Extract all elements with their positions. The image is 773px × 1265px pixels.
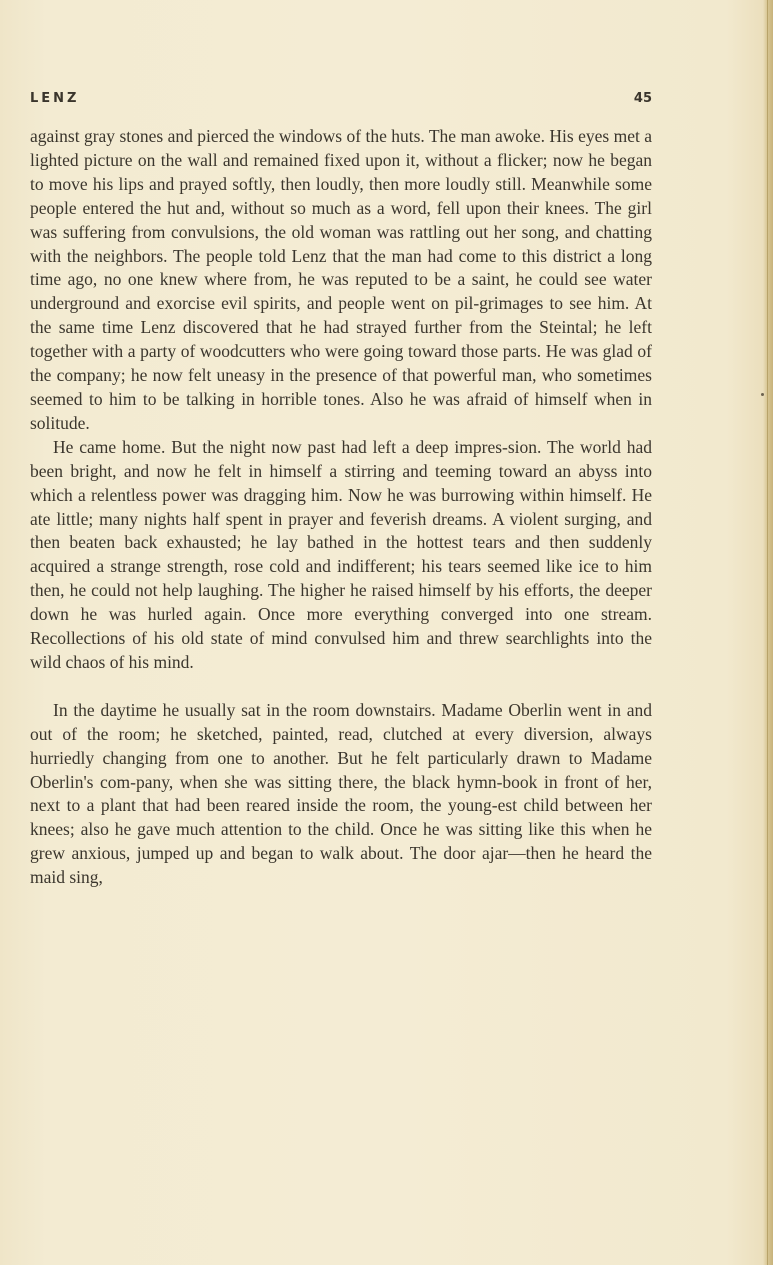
- body-text: [30, 125, 652, 890]
- page-edge-shadow: [763, 0, 773, 1265]
- running-head: [30, 91, 652, 111]
- page-number: 45: [633, 91, 652, 106]
- page-edge-line: [767, 0, 768, 1265]
- margin-speck: [761, 393, 764, 396]
- running-head-title: LENZ: [30, 91, 80, 106]
- paragraph: In the daytime he usually sat in the room downstairs. Madame Oberlin went in and out of the room; he sketched, painted, read, clutched at every diversion, always hurriedly changing from one to another. But he felt particularly drawn to Madame Oberlin's com-pany, when she was sitting there, the black hymn-book in front of her, next to a plant that had been reared inside the room, the young-est child between her knees; also he gave much attention to the child. Once he was sitting like this when he grew anxious, jumped up and began to walk about. The door ajar—then he heard the maid sing,: [30, 699, 652, 888]
- paragraph: He came home. But the night now past had left a deep impres-sion. The world had been bright, and now he felt in himself a stirring and teeming toward an abyss into which a relentless power was dragging him. Now he was burrowing within himself. He ate little; many nights half spent in prayer and feverish dreams. A violent surging, and then beaten back exhausted; he lay bathed in the hottest tears and then suddenly acquired a strange strength, rose cold and indifferent; his tears seemed like ice to him then, he could not help laughing. The higher he raised himself by his efforts, the deeper down he was hurled again. Once more everything converged into one stream. Recollections of his old state of mind convulsed him and threw searchlights into the wild chaos of his mind.: [30, 436, 652, 672]
- paragraph-continued: against gray stones and pierced the windows of the huts. The man awoke. His eyes met a lighted picture on the wall and remained fixed upon it, without a flicker; now he began to move his lips and prayed softly, then loudly, then more loudly still. Meanwhile some people entered the hut and, without so much as a word, fell upon their knees. The girl was suffering from convulsions, the old woman was rattling out her song, and chatting with the neighbors. The people told Lenz that the man had come to this district a long time ago, no one knew where from, he was reputed to be a saint, he could see water underground and exorcise evil spirits, and people went on pil-grimages to see him. At the same time Lenz discovered that he had strayed further from the Steintal; he left together with a party of woodcutters who were going toward those parts. He was glad of the company; he now felt uneasy in the presence of that powerful man, who sometimes seemed to him to be talking in horrible tones. Also he was afraid of himself when in solitude.: [30, 126, 652, 433]
